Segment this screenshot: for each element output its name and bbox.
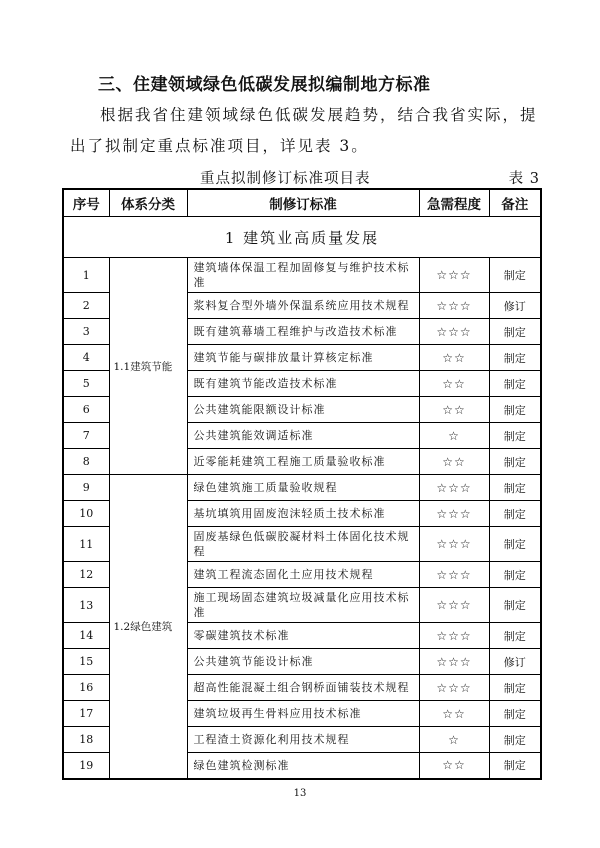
row-note: 制定 (489, 397, 541, 423)
row-standard: 建筑墙体保温工程加固修复与维护技术标准 (187, 258, 419, 293)
row-urgency: ☆☆ (419, 753, 489, 779)
header-urgency: 急需程度 (419, 189, 489, 217)
row-urgency: ☆☆☆ (419, 319, 489, 345)
row-urgency: ☆ (419, 423, 489, 449)
row-urgency: ☆☆☆ (419, 293, 489, 319)
row-no: 4 (63, 345, 109, 371)
row-urgency: ☆☆☆ (419, 649, 489, 675)
row-standard: 工程渣土资源化利用技术规程 (187, 727, 419, 753)
row-standard: 零碳建筑技术标准 (187, 623, 419, 649)
row-standard: 建筑节能与碳排放量计算核定标准 (187, 345, 419, 371)
row-standard: 绿色建筑检测标准 (187, 753, 419, 779)
row-no: 17 (63, 701, 109, 727)
row-urgency: ☆☆ (419, 345, 489, 371)
row-no: 10 (63, 501, 109, 527)
table-title: 重点拟制修订标准项目表 (200, 171, 371, 187)
row-note: 制定 (489, 258, 541, 293)
row-no: 11 (63, 527, 109, 562)
row-no: 15 (63, 649, 109, 675)
row-no: 16 (63, 675, 109, 701)
header-category: 体系分类 (109, 189, 187, 217)
section-title: 1 建筑业高质量发展 (63, 217, 541, 258)
row-no: 2 (63, 293, 109, 319)
row-note: 制定 (489, 753, 541, 779)
row-urgency: ☆☆ (419, 449, 489, 475)
table-number: 表 3 (508, 171, 540, 187)
row-standard: 既有建筑幕墙工程维护与改造技术标准 (187, 319, 419, 345)
table-row (63, 258, 541, 293)
row-note: 制定 (489, 701, 541, 727)
row-no: 1 (63, 258, 109, 293)
row-urgency: ☆☆ (419, 371, 489, 397)
row-standard: 浆料复合型外墙外保温系统应用技术规程 (187, 293, 419, 319)
row-note: 制定 (489, 319, 541, 345)
row-standard: 公共建筑能效调适标准 (187, 423, 419, 449)
row-standard: 既有建筑节能改造技术标准 (187, 371, 419, 397)
row-note: 修订 (489, 649, 541, 675)
row-standard: 固废基绿色低碳胶凝材料土体固化技术规程 (187, 527, 419, 562)
row-standard: 绿色建筑施工质量验收规程 (187, 475, 419, 501)
row-note: 制定 (489, 371, 541, 397)
table-caption (62, 167, 540, 187)
row-no: 12 (63, 562, 109, 588)
row-standard: 超高性能混凝土组合钢桥面铺装技术规程 (187, 675, 419, 701)
row-standard: 建筑垃圾再生骨料应用技术标准 (187, 701, 419, 727)
row-note: 制定 (489, 675, 541, 701)
row-no: 14 (63, 623, 109, 649)
row-urgency: ☆☆☆ (419, 623, 489, 649)
row-standard: 近零能耗建筑工程施工质量验收标准 (187, 449, 419, 475)
standards-table (62, 188, 542, 780)
row-standard: 施工现场固态建筑垃圾减量化应用技术标准 (187, 588, 419, 623)
row-no: 9 (63, 475, 109, 501)
header-row (63, 189, 541, 217)
row-note: 制定 (489, 449, 541, 475)
row-note: 制定 (489, 345, 541, 371)
row-no: 5 (63, 371, 109, 397)
row-no: 6 (63, 397, 109, 423)
row-urgency: ☆☆☆ (419, 675, 489, 701)
row-no: 8 (63, 449, 109, 475)
row-note: 制定 (489, 588, 541, 623)
row-urgency: ☆☆☆ (419, 475, 489, 501)
row-no: 7 (63, 423, 109, 449)
row-standard: 建筑工程流态固化土应用技术规程 (187, 562, 419, 588)
row-no: 3 (63, 319, 109, 345)
row-urgency: ☆☆ (419, 701, 489, 727)
row-urgency: ☆☆☆ (419, 258, 489, 293)
table-row (63, 475, 541, 501)
section-row (63, 217, 541, 258)
row-note: 制定 (489, 527, 541, 562)
row-urgency: ☆☆☆ (419, 501, 489, 527)
intro-paragraph: 根据我省住建领域绿色低碳发展趋势，结合我省实际，提出了拟制定重点标准项目，详见表 3。 (70, 106, 538, 155)
page-number: 13 (293, 788, 307, 799)
row-standard: 基坑填筑用固废泡沫轻质土技术标准 (187, 501, 419, 527)
row-note: 修订 (489, 293, 541, 319)
row-note: 制定 (489, 423, 541, 449)
row-no: 18 (63, 727, 109, 753)
row-urgency: ☆☆☆ (419, 588, 489, 623)
row-standard: 公共建筑节能设计标准 (187, 649, 419, 675)
category-cell: 1.2绿色建筑 (109, 475, 187, 779)
row-no: 19 (63, 753, 109, 779)
row-note: 制定 (489, 501, 541, 527)
header-note: 备注 (489, 189, 541, 217)
row-urgency: ☆☆☆ (419, 562, 489, 588)
category-cell: 1.1建筑节能 (109, 258, 187, 475)
section-heading: 三、住建领域绿色低碳发展拟编制地方标准 (98, 75, 431, 95)
row-note: 制定 (489, 562, 541, 588)
header-no: 序号 (63, 189, 109, 217)
row-note: 制定 (489, 475, 541, 501)
row-urgency: ☆☆ (419, 397, 489, 423)
row-no: 13 (63, 588, 109, 623)
row-urgency: ☆ (419, 727, 489, 753)
row-note: 制定 (489, 727, 541, 753)
row-note: 制定 (489, 623, 541, 649)
row-standard: 公共建筑能限额设计标准 (187, 397, 419, 423)
row-urgency: ☆☆☆ (419, 527, 489, 562)
header-standard: 制修订标准 (187, 189, 419, 217)
